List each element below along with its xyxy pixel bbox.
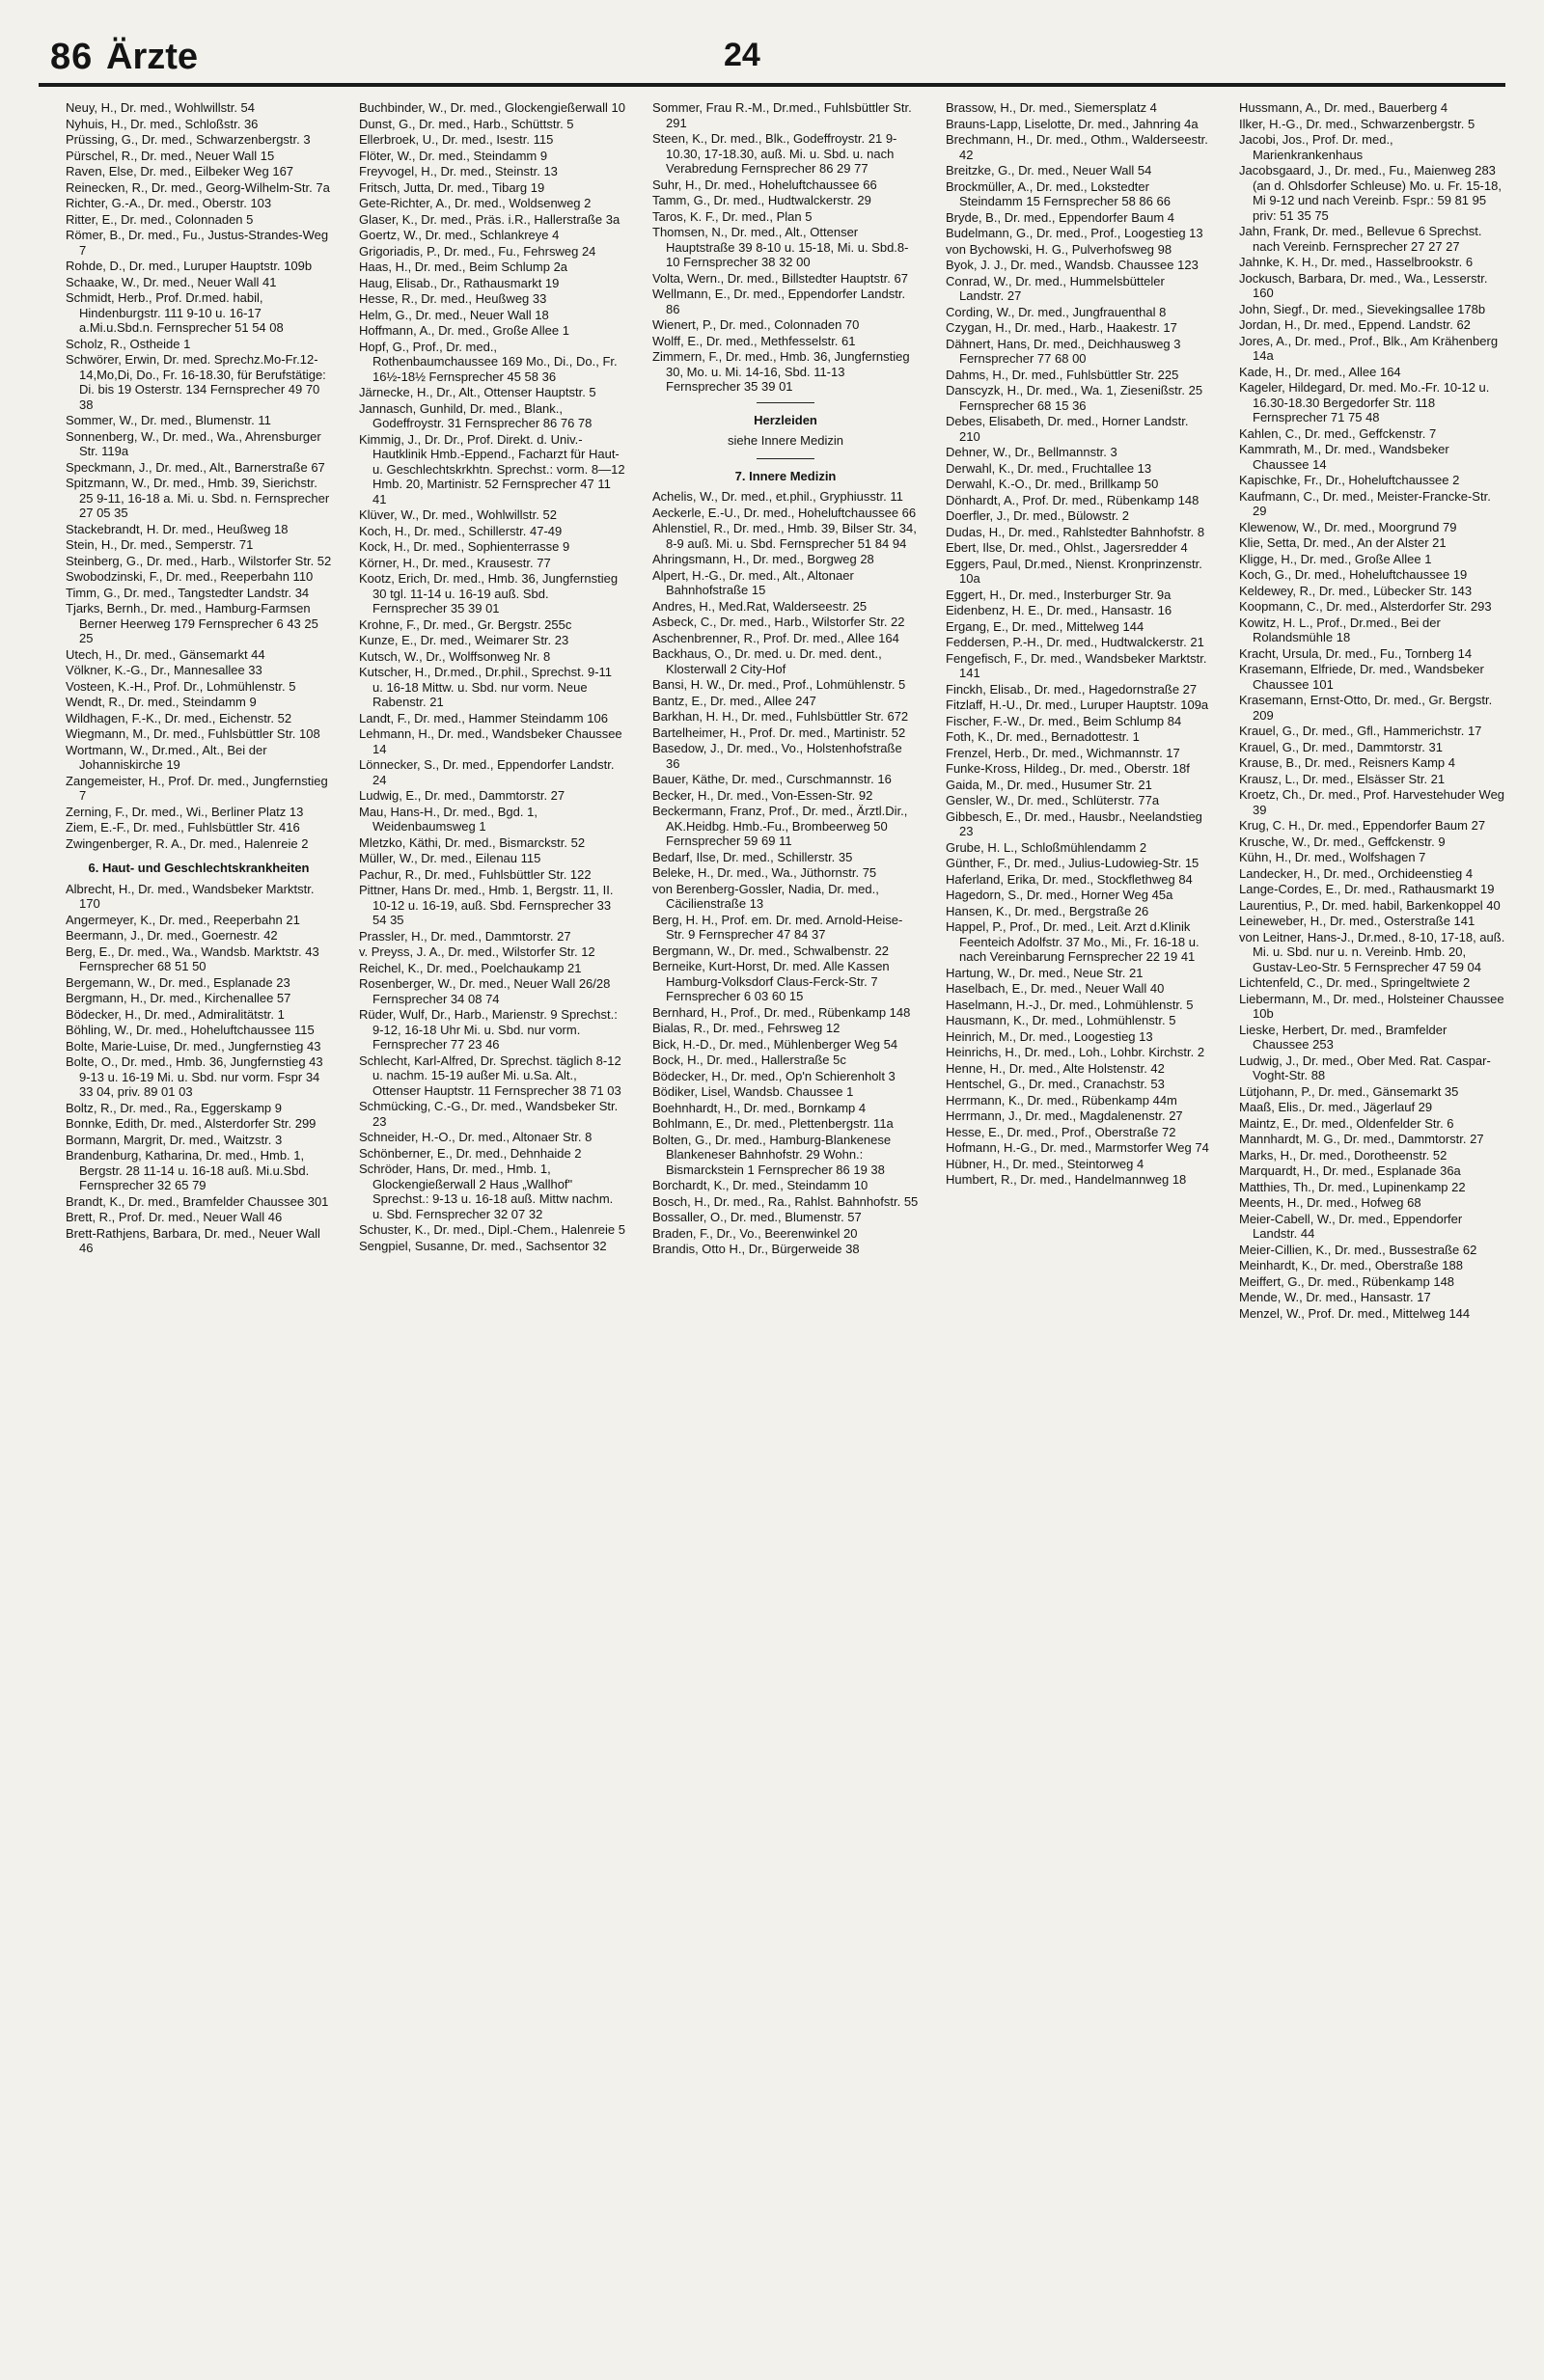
directory-entry: Finckh, Elisab., Dr. med., Hagedornstraße 27 — [946, 681, 1198, 697]
section-heading: 6. Haut- und Geschlechtskrankheiten — [88, 861, 310, 875]
directory-entry: Hofmann, H.-G., Dr. med., Marmstorfer Weg 74 — [946, 1140, 1209, 1155]
directory-entry: Schneider, H.-O., Dr. med., Altonaer Str. 8 — [359, 1130, 593, 1144]
directory-columns — [66, 100, 1513, 2348]
directory-entry: Jockusch, Barbara, Dr. med., Wa., Lesserstr. 160 — [1239, 270, 1488, 300]
directory-entry: Hagedorn, S., Dr. med., Horner Weg 45a — [946, 888, 1173, 902]
directory-entry: Bosch, H., Dr. med., Ra., Rahlst. Bahnhofstr. 55 — [652, 1193, 919, 1209]
directory-entry: Kimmig, J., Dr. Dr., Prof. Direkt. d. Univ.-Hautklinik Hmb.-Eppend., Facharzt für Haut- u. Geschlechtskrkhtn. Sprechst.: vorm. 8—12 Hmb. 20, Martinistr. 52 Fernsprecher 47 11 41 — [359, 431, 625, 506]
directory-entry: Lange-Cordes, E., Dr. med., Rathausmarkt 19 — [1239, 882, 1495, 896]
directory-entry: Frenzel, Herb., Dr. med., Wichmannstr. 17 — [946, 745, 1180, 760]
directory-entry: Doerfler, J., Dr. med., Bülowstr. 2 — [946, 508, 1130, 523]
directory-entry: Zimmern, F., Dr. med., Hmb. 36, Jungfernstieg 30, Mo. u. Mi. 14-16, Sbd. 11-13 Fernsprecher 35 39 01 — [652, 349, 910, 394]
directory-entry: Gaida, M., Dr. med., Husumer Str. 21 — [946, 777, 1152, 792]
directory-entry: Eggert, H., Dr. med., Insterburger Str. 9a — [946, 587, 1172, 602]
directory-entry: Meiffert, G., Dr. med., Rübenkamp 148 — [1239, 1273, 1455, 1289]
section-divider — [757, 458, 814, 459]
directory-entry: Thomsen, N., Dr. med., Alt., Ottenser Hauptstraße 39 8-10 u. 15-18, Mi. u. Sbd.8-10 Fernsprecher 38 32 00 — [652, 225, 909, 269]
directory-entry: Schröder, Hans, Dr. med., Hmb. 1, Glockengießerwall 2 Haus „Wallhof" Sprechst.: 9-13 u. 16-18 auß. Mittw nachm. u. Sbd. Fernsprecher 32 07 32 — [359, 1162, 614, 1221]
directory-entry: Schmidt, Herb., Prof. Dr.med. habil, Hindenburgstr. 111 9-10 u. 16-17 a.Mi.u.Sbd.n. Fernsprecher 51 54 08 — [66, 290, 284, 335]
directory-column-2 — [359, 100, 625, 2348]
directory-entry: Foth, K., Dr. med., Bernadottestr. 1 — [946, 729, 1140, 744]
directory-entry: Bauer, Käthe, Dr. med., Curschmannstr. 16 — [652, 772, 892, 786]
directory-entry: Kutsch, W., Dr., Wolffsonweg Nr. 8 — [359, 648, 551, 664]
directory-entry: Brett-Rathjens, Barbara, Dr. med., Neuer Wall 46 — [66, 1225, 320, 1255]
directory-entry: Müller, W., Dr. med., Eilenau 115 — [359, 851, 541, 865]
directory-entry: Brandis, Otto H., Dr., Bürgerweide 38 — [652, 1242, 860, 1256]
directory-entry: Landt, F., Dr. med., Hammer Steindamm 106 — [359, 710, 608, 725]
directory-entry: Albrecht, H., Dr. med., Wandsbeker Marktstr. 170 — [66, 881, 315, 911]
section-heading: 7. Innere Medizin — [734, 468, 837, 483]
directory-entry: Mende, W., Dr. med., Hansastr. 17 — [1239, 1290, 1431, 1304]
directory-entry: Haas, H., Dr. med., Beim Schlump 2a — [359, 260, 568, 274]
directory-entry: Wellmann, E., Dr. med., Eppendorfer Landstr. 86 — [652, 287, 906, 316]
directory-entry: Pürschel, R., Dr. med., Neuer Wall 15 — [66, 148, 275, 163]
directory-entry: Angermeyer, K., Dr. med., Reeperbahn 21 — [66, 912, 300, 927]
directory-column-1 — [66, 100, 332, 2348]
directory-entry: Heinrichs, H., Dr. med., Loh., Lohbr. Kirchstr. 2 — [946, 1045, 1205, 1059]
header-rule — [39, 83, 1505, 87]
directory-entry: Suhr, H., Dr. med., Hoheluftchaussee 66 — [652, 177, 877, 192]
directory-entry: Kutscher, H., Dr.med., Dr.phil., Sprechst. 9-11 u. 16-18 Mittw. u. Sbd. nur vorm. Neue Rabenstr. 21 — [359, 665, 613, 709]
directory-entry: Sommer, W., Dr. med., Blumenstr. 11 — [66, 413, 271, 427]
directory-entry: Boehnhardt, H., Dr. med., Bornkamp 4 — [652, 1100, 867, 1115]
directory-entry: Bergmann, W., Dr. med., Schwalbenstr. 22 — [652, 943, 889, 958]
directory-entry: Gete-Richter, A., Dr. med., Woldsenweg 2 — [359, 196, 592, 210]
directory-entry: Jordan, H., Dr. med., Eppend. Landstr. 62 — [1239, 317, 1471, 332]
directory-entry: Bedarf, Ilse, Dr. med., Schillerstr. 35 — [652, 849, 853, 864]
directory-entry: Haselmann, H.-J., Dr. med., Lohmühlenstr. 5 — [946, 997, 1194, 1012]
directory-entry: Czygan, H., Dr. med., Harb., Haakestr. 17 — [946, 320, 1177, 335]
directory-entry: Ahringsmann, H., Dr. med., Borgweg 28 — [652, 552, 874, 566]
directory-entry: Jacobsgaard, J., Dr. med., Fu., Maienweg 283 (an d. Ohlsdorfer Schleuse) Mo. u. Fr. 15-18, Mi 9-12 und nach Vereinb. Fspr.: 59 81 95 priv: 51 35 75 — [1239, 163, 1502, 223]
directory-entry: Mletzko, Käthi, Dr. med., Bismarckstr. 52 — [359, 834, 586, 850]
directory-entry: Ziem, E.-F., Dr. med., Fuhlsbüttler Str. 416 — [66, 820, 300, 834]
directory-entry: Berg, H. H., Prof. em. Dr. med. Arnold-Heise-Str. 9 Fernsprecher 47 84 37 — [652, 912, 903, 942]
directory-entry: Wildhagen, F.-K., Dr. med., Eichenstr. 52 — [66, 710, 292, 725]
directory-entry: Bolten, G., Dr. med., Hamburg-Blankenese Blankeneser Bahnhofstr. 29 Wohn.: Bismarckstein 1 Fernsprecher 86 19 38 — [652, 1132, 892, 1177]
directory-entry: Klewenow, W., Dr. med., Moorgrund 79 — [1239, 519, 1457, 534]
directory-entry: Bolte, O., Dr. med., Hmb. 36, Jungfernstieg 43 9-13 u. 16-19 Mi. u. Sbd. nur vorm. Fspr 34 33 04, priv. 89 01 03 — [66, 1054, 323, 1099]
directory-entry: Henne, H., Dr. med., Alte Holstenstr. 42 — [946, 1060, 1165, 1076]
directory-entry: Schaake, W., Dr. med., Neuer Wall 41 — [66, 274, 277, 289]
directory-entry: Richter, G.-A., Dr. med., Oberstr. 103 — [66, 196, 272, 210]
directory-entry: Byok, J. J., Dr. med., Wandsb. Chaussee 123 — [946, 258, 1199, 272]
directory-entry: Bantz, E., Dr. med., Allee 247 — [652, 693, 816, 708]
directory-entry: Böhling, W., Dr. med., Hoheluftchaussee 115 — [66, 1023, 315, 1037]
directory-entry: Tjarks, Bernh., Dr. med., Hamburg-Farmsen Berner Heerweg 179 Fernsprecher 6 43 25 25 — [66, 601, 318, 645]
directory-entry: Laurentius, P., Dr. med. habil, Barkenkoppel 40 — [1239, 897, 1501, 913]
directory-entry: Ebert, Ilse, Dr. med., Ohlst., Jagersredder 4 — [946, 540, 1188, 555]
directory-entry: Kunze, E., Dr. med., Weimarer Str. 23 — [359, 633, 569, 647]
directory-entry: Marquardt, H., Dr. med., Esplanade 36a — [1239, 1163, 1461, 1178]
directory-entry: Goertz, W., Dr. med., Schlankreye 4 — [359, 228, 560, 242]
column-marker: 24 — [724, 37, 760, 73]
directory-entry: Tamm, G., Dr. med., Hudtwalckerstr. 29 — [652, 193, 871, 207]
directory-entry: Timm, G., Dr. med., Tangstedter Landstr. 34 — [66, 585, 310, 600]
directory-entry: Bartelheimer, H., Prof. Dr. med., Martinistr. 52 — [652, 725, 906, 740]
directory-entry: Raven, Else, Dr. med., Eilbeker Weg 167 — [66, 164, 294, 178]
directory-entry: v. Preyss, J. A., Dr. med., Wilstorfer Str. 12 — [359, 944, 595, 959]
directory-entry: Kade, H., Dr. med., Allee 164 — [1239, 364, 1401, 379]
directory-entry: Maaß, Elis., Dr. med., Jägerlauf 29 — [1239, 1100, 1433, 1114]
directory-entry: Danscyzk, H., Dr. med., Wa. 1, Ziesenißstr. 25 Fernsprecher 68 15 36 — [946, 383, 1203, 413]
directory-entry: Dönhardt, A., Prof. Dr. med., Rübenkamp 148 — [946, 492, 1199, 507]
directory-entry: Conrad, W., Dr. med., Hummelsbütteler Landstr. 27 — [946, 273, 1165, 303]
directory-entry: Becker, H., Dr. med., Von-Essen-Str. 92 — [652, 787, 873, 803]
directory-entry: Ahlenstiel, R., Dr. med., Hmb. 39, Bilser Str. 34, 8-9 auß. Mi. u. Sbd. Fernsprecher 51 84 94 — [652, 521, 917, 551]
directory-entry: Schmücking, C.-G., Dr. med., Wandsbeker Str. 23 — [359, 1099, 619, 1129]
directory-entry: Mannhardt, M. G., Dr. med., Dammtorstr. 27 — [1239, 1132, 1484, 1146]
directory-entry: Dähnert, Hans, Dr. med., Deichhausweg 3 Fernsprecher 77 68 00 — [946, 336, 1181, 366]
directory-entry: Fitzlaff, H.-U., Dr. med., Luruper Hauptstr. 109a — [946, 698, 1209, 712]
directory-entry: Bödiker, Lisel, Wandsb. Chaussee 1 — [652, 1084, 854, 1099]
directory-entry: Krause, B., Dr. med., Reisners Kamp 4 — [1239, 755, 1455, 770]
directory-entry: Krauel, G., Dr. med., Dammtorstr. 31 — [1239, 739, 1443, 754]
directory-entry: Braden, F., Dr., Vo., Beerenwinkel 20 — [652, 1225, 858, 1241]
directory-entry: Feddersen, P.-H., Dr. med., Hudtwalckerstr. 21 — [946, 635, 1204, 649]
directory-entry: Aeckerle, E.-U., Dr. med., Hoheluftchaussee 66 — [652, 505, 917, 520]
directory-entry: Kapischke, Fr., Dr., Hoheluftchaussee 2 — [1239, 473, 1460, 487]
directory-entry: Swobodzinski, F., Dr. med., Reeperbahn 110 — [66, 569, 314, 584]
directory-entry: Achelis, W., Dr. med., et.phil., Gryphiusstr. 11 — [652, 489, 903, 504]
directory-entry: Krauel, G., Dr. med., Gfl., Hammerichstr. 17 — [1239, 724, 1482, 738]
directory-entry: Flöter, W., Dr. med., Steindamm 9 — [359, 148, 548, 163]
directory-entry: Kroetz, Ch., Dr. med., Prof. Harvestehuder Weg 39 — [1239, 787, 1505, 817]
directory-entry: Steinberg, G., Dr. med., Harb., Wilstorfer Str. 52 — [66, 553, 332, 568]
directory-entry: Ilker, H.-G., Dr. med., Schwarzenbergstr. 5 — [1239, 116, 1475, 131]
directory-entry: Bormann, Margrit, Dr. med., Waitzstr. 3 — [66, 1132, 283, 1147]
directory-entry: Fischer, F.-W., Dr. med., Beim Schlump 84 — [946, 713, 1182, 728]
directory-entry: Freyvogel, H., Dr. med., Steinstr. 13 — [359, 164, 558, 178]
directory-entry: Backhaus, O., Dr. med. u. Dr. med. dent., Klosterwall 2 City-Hof — [652, 646, 882, 676]
directory-entry: Hoffmann, A., Dr. med., Große Allee 1 — [359, 323, 569, 338]
directory-entry: Reichel, K., Dr. med., Poelchaukamp 21 — [359, 960, 582, 975]
directory-entry: Ludwig, E., Dr. med., Dammtorstr. 27 — [359, 788, 565, 803]
directory-entry: Dahms, H., Dr. med., Fuhlsbüttler Str. 225 — [946, 367, 1179, 382]
directory-entry: von Leitner, Hans-J., Dr.med., 8-10, 17-18, auß. Mi. u. Sbd. nur u. n. Vereinb. Hmb. 20, Gustav-Leo-Str. 5 Fernsprecher 47 59 04 — [1239, 929, 1505, 974]
directory-entry: Taros, K. F., Dr. med., Plan 5 — [652, 208, 813, 224]
directory-entry: Andres, H., Med.Rat, Walderseestr. 25 — [652, 598, 868, 614]
directory-entry: Alpert, H.-G., Dr. med., Alt., Altonaer Bahnhofstraße 15 — [652, 567, 854, 597]
directory-entry: Grube, H. L., Schloßmühlendamm 2 — [946, 839, 1147, 855]
directory-entry: Krasemann, Ernst-Otto, Dr. med., Gr. Bergstr. 209 — [1239, 693, 1493, 723]
directory-entry: Brauns-Lapp, Liselotte, Dr. med., Jahnring 4a — [946, 116, 1199, 131]
directory-entry: Ergang, E., Dr. med., Mittelweg 144 — [946, 618, 1144, 634]
directory-entry: Dudas, H., Dr. med., Rahlstedter Bahnhofstr. 8 — [946, 524, 1205, 539]
directory-entry: Speckmann, J., Dr. med., Alt., Barnerstraße 67 — [66, 459, 325, 475]
directory-entry: Kaufmann, C., Dr. med., Meister-Francke-Str. 29 — [1239, 488, 1491, 518]
directory-entry: Wortmann, W., Dr.med., Alt., Bei der Johanniskirche 19 — [66, 742, 267, 772]
directory-entry: Boltz, R., Dr. med., Ra., Eggerskamp 9 — [66, 1100, 282, 1115]
directory-column-5 — [1239, 100, 1505, 2348]
directory-entry: Derwahl, K., Dr. med., Fruchtallee 13 — [946, 460, 1152, 476]
directory-entry: Völkner, K.-G., Dr., Mannesallee 33 — [66, 663, 262, 677]
directory-entry: Wolff, E., Dr. med., Methfesselstr. 61 — [652, 333, 856, 348]
directory-entry: Hussmann, A., Dr. med., Bauerberg 4 — [1239, 100, 1448, 115]
directory-entry: Kowitz, H. L., Prof., Dr.med., Bei der Rolandsmühle 18 — [1239, 615, 1441, 644]
directory-entry: Meents, H., Dr. med., Hofweg 68 — [1239, 1195, 1421, 1210]
directory-entry: Prassler, H., Dr. med., Dammtorstr. 27 — [359, 928, 571, 944]
directory-entry: Steen, K., Dr. med., Blk., Godeffroystr. 21 9-10.30, 17-18.30, auß. Mi. u. Sbd. u. nach Verabredung Fernsprecher 86 29 77 — [652, 131, 897, 176]
directory-entry: Jahnke, K. H., Dr. med., Hasselbrookstr. 6 — [1239, 255, 1474, 269]
directory-entry: Reinecken, R., Dr. med., Georg-Wilhelm-Str. 7a — [66, 179, 330, 195]
directory-entry: Schuster, K., Dr. med., Dipl.-Chem., Halenreie 5 — [359, 1222, 625, 1237]
directory-entry: Haferland, Erika, Dr. med., Stockflethweg 84 — [946, 871, 1193, 887]
directory-entry: Basedow, J., Dr. med., Vo., Holstenhofstraße 36 — [652, 741, 902, 771]
directory-entry: Rüder, Wulf, Dr., Harb., Marienstr. 9 Sprechst.: 9-12, 16-18 Uhr Mi. u. Sbd. nur vorm. Fernsprecher 77 23 46 — [359, 1007, 618, 1052]
directory-column-4 — [946, 100, 1212, 2348]
directory-entry: Kligge, H., Dr. med., Große Allee 1 — [1239, 551, 1432, 566]
directory-entry: Borchardt, K., Dr. med., Steindamm 10 — [652, 1178, 868, 1192]
directory-entry: Pittner, Hans Dr. med., Hmb. 1, Bergstr. 11, II. 10-12 u. 16-19, auß. Sbd. Fernsprecher 33 54 35 — [359, 883, 614, 927]
directory-entry: Cording, W., Dr. med., Jungfrauenthal 8 — [946, 304, 1167, 319]
directory-entry: Menzel, W., Prof. Dr. med., Mittelweg 144 — [1239, 1305, 1471, 1321]
directory-entry: Järnecke, H., Dr., Alt., Ottenser Hauptstr. 5 — [359, 385, 596, 399]
directory-entry: Marks, H., Dr. med., Dorotheenstr. 52 — [1239, 1147, 1448, 1163]
directory-entry: Neuy, H., Dr. med., Wohlwillstr. 54 — [66, 100, 256, 115]
directory-entry: Buchbinder, W., Dr. med., Glockengießerwall 10 — [359, 100, 625, 115]
directory-entry: Liebermann, M., Dr. med., Holsteiner Chaussee 10b — [1239, 991, 1504, 1021]
directory-entry: Breitzke, G., Dr. med., Neuer Wall 54 — [946, 163, 1152, 178]
directory-entry: Kock, H., Dr. med., Sophienterrasse 9 — [359, 539, 570, 554]
directory-entry: von Bychowski, H. G., Pulverhofsweg 98 — [946, 241, 1172, 257]
directory-entry: Sonnenberg, W., Dr. med., Wa., Ahrensburger Str. 119a — [66, 428, 321, 458]
directory-entry: Krusche, W., Dr. med., Geffckenstr. 9 — [1239, 834, 1446, 849]
directory-entry: Scholz, R., Ostheide 1 — [66, 336, 191, 351]
directory-entry: Zerning, F., Dr. med., Wi., Berliner Platz 13 — [66, 804, 304, 819]
directory-entry: Bonnke, Edith, Dr. med., Alsterdorfer Str. 299 — [66, 1116, 317, 1131]
directory-entry: Brandenburg, Katharina, Dr. med., Hmb. 1, Bergstr. 28 11-14 u. 16-18 auß. Mi.u.Sbd. Fernsprecher 32 65 79 — [66, 1148, 310, 1192]
directory-entry: Fritsch, Jutta, Dr. med., Tibarg 19 — [359, 179, 545, 195]
directory-entry: Hausmann, K., Dr. med., Lohmühlenstr. 5 — [946, 1013, 1176, 1027]
directory-entry: Beleke, H., Dr. med., Wa., Jüthornstr. 75 — [652, 865, 877, 880]
directory-entry: Rohde, D., Dr. med., Luruper Hauptstr. 109b — [66, 259, 313, 273]
directory-entry: Schönberner, E., Dr. med., Dehnhaide 2 — [359, 1145, 582, 1161]
directory-entry: von Berenberg-Gossler, Nadia, Dr. med., Cäcilienstraße 13 — [652, 881, 879, 911]
directory-entry: Bödecker, H., Dr. med., Admiralitätstr. 1 — [66, 1006, 285, 1022]
directory-entry: Klüver, W., Dr. med., Wohlwillstr. 52 — [359, 507, 557, 522]
directory-entry: Bansi, H. W., Dr. med., Prof., Lohmühlenstr. 5 — [652, 677, 906, 692]
directory-entry: Landecker, H., Dr. med., Orchideenstieg 4 — [1239, 865, 1474, 881]
directory-entry: Fengefisch, F., Dr. med., Wandsbeker Marktstr. 141 — [946, 650, 1207, 680]
directory-entry: Spitzmann, W., Dr. med., Hmb. 39, Sierichstr. 25 9-11, 16-18 a. Mi. u. Sbd. n. Fernsprecher 27 05 35 — [66, 476, 330, 520]
section-heading: Herzleiden — [754, 412, 817, 427]
directory-entry: Herrmann, J., Dr. med., Magdalenenstr. 27 — [946, 1108, 1183, 1123]
directory-entry: Klie, Setta, Dr. med., An der Alster 21 — [1239, 535, 1447, 550]
directory-entry: Ritter, E., Dr. med., Colonnaden 5 — [66, 211, 254, 227]
directory-entry: Bialas, R., Dr. med., Fehrsweg 12 — [652, 1021, 841, 1035]
directory-entry: Bolte, Marie-Luise, Dr. med., Jungfernstieg 43 — [66, 1038, 321, 1053]
directory-entry: Herrmann, K., Dr. med., Rübenkamp 44m — [946, 1092, 1177, 1108]
directory-entry: Pachur, R., Dr. med., Fuhlsbüttler Str. 122 — [359, 866, 592, 882]
directory-entry: Koopmann, C., Dr. med., Alsterdorfer Str. 293 — [1239, 599, 1492, 614]
directory-entry: Hopf, G., Prof., Dr. med., Rothenbaumchaussee 169 Mo., Di., Do., Fr. 16½-18½ Fernsprecher 45 58 36 — [359, 339, 618, 384]
directory-entry: Jacobi, Jos., Prof. Dr. med., Marienkrankenhaus — [1239, 132, 1393, 162]
directory-entry: Lütjohann, P., Dr. med., Gänsemarkt 35 — [1239, 1083, 1459, 1099]
directory-entry: Barkhan, H. H., Dr. med., Fuhlsbüttler Str. 672 — [652, 709, 909, 724]
directory-entry: Meier-Cabell, W., Dr. med., Eppendorfer Landstr. 44 — [1239, 1211, 1463, 1241]
directory-entry: Aschenbrenner, R., Prof. Dr. med., Allee 164 — [652, 630, 899, 645]
directory-entry: Dunst, G., Dr. med., Harb., Schüttstr. 5 — [359, 116, 574, 131]
directory-entry: Glaser, K., Dr. med., Präs. i.R., Hallerstraße 3a — [359, 211, 620, 227]
directory-entry: Happel, P., Prof., Dr. med., Leit. Arzt d.Klinik Feenteich Adolfstr. 37 Mo., Mi., Fr. 16-18 u. nach Vereinbarung Fernsprecher 22 19 41 — [946, 919, 1199, 964]
directory-entry: Berg, E., Dr. med., Wa., Wandsb. Marktstr. 43 Fernsprecher 68 51 50 — [66, 944, 319, 973]
directory-entry: Hesse, R., Dr. med., Heußweg 33 — [359, 291, 547, 306]
directory-entry: Vosteen, K.-H., Prof. Dr., Lohmühlenstr. 5 — [66, 678, 296, 694]
directory-entry: Kootz, Erich, Dr. med., Hmb. 36, Jungfernstieg 30 tgl. 11-14 u. 16-19 auß. Sbd. Fernsprecher 35 39 01 — [359, 571, 619, 616]
directory-entry: Schlecht, Karl-Alfred, Dr. Sprechst. täglich 8-12 u. nachm. 15-19 außer Mi. u.Sa. Alt., Ottenser Hauptstr. 11 Fernsprecher 38 71 03 — [359, 1053, 621, 1098]
directory-entry: Helm, G., Dr. med., Neuer Wall 18 — [359, 307, 549, 322]
directory-entry: Grigoriadis, P., Dr. med., Fu., Fehrsweg 24 — [359, 243, 596, 259]
directory-entry: Nyhuis, H., Dr. med., Schloßstr. 36 — [66, 116, 259, 131]
cross-reference-note: siehe Innere Medizin — [728, 433, 843, 448]
page-header — [39, 29, 1505, 87]
directory-entry: Körner, H., Dr. med., Krausestr. 77 — [359, 555, 551, 570]
directory-entry: Bödecker, H., Dr. med., Op'n Schierenholt 3 — [652, 1068, 896, 1083]
directory-entry: Hentschel, G., Dr. med., Cranachstr. 53 — [946, 1077, 1165, 1091]
directory-entry: Prüssing, G., Dr. med., Schwarzenbergstr. 3 — [66, 132, 311, 147]
directory-entry: Hesse, E., Dr. med., Prof., Oberstraße 72 — [946, 1124, 1176, 1139]
directory-entry: Stackebrandt, H. Dr. med., Heußweg 18 — [66, 521, 289, 536]
directory-entry: Matthies, Th., Dr. med., Lupinenkamp 22 — [1239, 1179, 1466, 1194]
directory-entry: Bergemann, W., Dr. med., Esplanade 23 — [66, 974, 290, 990]
directory-entry: Bergmann, H., Dr. med., Kirchenallee 57 — [66, 991, 291, 1005]
directory-entry: Ellerbroek, U., Dr. med., Isestr. 115 — [359, 132, 554, 147]
directory-entry: Wienert, P., Dr. med., Colonnaden 70 — [652, 317, 860, 332]
directory-entry: Brassow, H., Dr. med., Siemersplatz 4 — [946, 100, 1157, 115]
directory-entry: Bryde, B., Dr. med., Eppendorfer Baum 4 — [946, 209, 1175, 225]
directory-entry: Budelmann, G., Dr. med., Prof., Loogestieg 13 — [946, 226, 1203, 240]
directory-entry: John, Siegf., Dr. med., Sievekingsallee 178b — [1239, 301, 1486, 316]
directory-entry: Zangemeister, H., Prof. Dr. med., Jungfernstieg 7 — [66, 773, 328, 803]
directory-entry: Wiegmann, M., Dr. med., Fuhlsbüttler Str. 108 — [66, 726, 320, 741]
directory-entry: Leineweber, H., Dr. med., Osterstraße 141 — [1239, 914, 1475, 928]
directory-entry: Krausz, L., Dr. med., Elsässer Str. 21 — [1239, 771, 1446, 786]
directory-entry: Bick, H.-D., Dr. med., Mühlenberger Weg 54 — [652, 1036, 898, 1052]
directory-entry: Eggers, Paul, Dr.med., Nienst. Kronprinzenstr. 10a — [946, 556, 1202, 586]
directory-entry: Brechmann, H., Dr. med., Othm., Walderseestr. 42 — [946, 132, 1208, 162]
directory-entry: Bernhard, H., Prof., Dr. med., Rübenkamp 148 — [652, 1004, 911, 1020]
directory-entry: Kracht, Ursula, Dr. med., Fu., Tornberg 14 — [1239, 645, 1473, 661]
directory-entry: Beermann, J., Dr. med., Goernestr. 42 — [66, 928, 278, 943]
directory-entry: Dehner, W., Dr., Bellmannstr. 3 — [946, 445, 1117, 459]
directory-entry: Gensler, W., Dr. med., Schlüterstr. 77a — [946, 793, 1160, 807]
directory-entry: Schwörer, Erwin, Dr. med. Sprechz.Mo-Fr.12-14,Mo,Di, Do., Fr. 16-18.30, für Berufstätige: Di. bis 19 Osterstr. 134 Fernsprecher 49 70 38 — [66, 352, 326, 412]
directory-entry: Keldewey, R., Dr. med., Lübecker Str. 143 — [1239, 583, 1473, 598]
directory-entry: Lönnecker, S., Dr. med., Eppendorfer Landstr. 24 — [359, 757, 615, 787]
directory-entry: Koch, H., Dr. med., Schillerstr. 47-49 — [359, 523, 563, 538]
directory-entry: Krohne, F., Dr. med., Gr. Bergstr. 255c — [359, 616, 572, 632]
directory-entry: Ludwig, J., Dr. med., Ober Med. Rat. Caspar-Voght-Str. 88 — [1239, 1053, 1491, 1082]
directory-entry: Stein, H., Dr. med., Semperstr. 71 — [66, 537, 254, 552]
directory-entry: Heinrich, M., Dr. med., Loogestieg 13 — [946, 1028, 1153, 1044]
directory-entry: Hansen, K., Dr. med., Bergstraße 26 — [946, 903, 1149, 918]
directory-entry: Bohlmann, E., Dr. med., Plettenbergstr. 11a — [652, 1116, 894, 1131]
directory-entry: Hübner, H., Dr. med., Steintorweg 4 — [946, 1156, 1144, 1171]
section-title: Ärzte — [106, 37, 199, 77]
directory-entry: Asbeck, C., Dr. med., Harb., Wilstorfer Str. 22 — [652, 615, 905, 629]
directory-entry: Bock, H., Dr. med., Hallerstraße 5c — [652, 1053, 846, 1067]
directory-entry: Koch, G., Dr. med., Hoheluftchaussee 19 — [1239, 567, 1468, 582]
directory-entry: Jores, A., Dr. med., Prof., Blk., Am Krähenberg 14a — [1239, 333, 1499, 363]
directory-entry: Meinhardt, K., Dr. med., Oberstraße 188 — [1239, 1258, 1463, 1272]
directory-entry: Utech, H., Dr. med., Gänsemarkt 44 — [66, 646, 265, 662]
directory-entry: Hartung, W., Dr. med., Neue Str. 21 — [946, 965, 1144, 980]
directory-entry: Sengpiel, Susanne, Dr. med., Sachsentor 32 — [359, 1238, 607, 1253]
directory-entry: Derwahl, K.-O., Dr. med., Brillkamp 50 — [946, 477, 1159, 491]
directory-entry: Beckermann, Franz, Prof., Dr. med., Ärztl.Dir., AK.Heidbg. Hmb.-Fu., Brombeerweg 50 Fernsprecher 59 69 11 — [652, 804, 908, 848]
directory-entry: Lieske, Herbert, Dr. med., Bramfelder Chaussee 253 — [1239, 1022, 1448, 1052]
page-number: 86 — [50, 37, 94, 77]
directory-entry: Kühn, H., Dr. med., Wolfshagen 7 — [1239, 850, 1426, 864]
directory-entry: Gibbesch, E., Dr. med., Hausbr., Neelandstieg 23 — [946, 808, 1202, 838]
directory-entry: Haselbach, E., Dr. med., Neuer Wall 40 — [946, 981, 1165, 996]
directory-entry: Funke-Kross, Hildeg., Dr. med., Oberstr. 18f — [946, 761, 1190, 776]
directory-entry: Jannasch, Gunhild, Dr. med., Blank., Godeffroystr. 31 Fernsprecher 86 76 78 — [359, 400, 593, 430]
directory-entry: Kahlen, C., Dr. med., Geffckenstr. 7 — [1239, 425, 1437, 441]
directory-entry: Berneike, Kurt-Horst, Dr. med. Alle Kassen Hamburg-Volksdorf Claus-Ferck-Str. 7 Fernsprecher 6 03 60 15 — [652, 959, 890, 1003]
directory-entry: Debes, Elisabeth, Dr. med., Horner Landstr. 210 — [946, 414, 1189, 444]
directory-entry: Krug, C. H., Dr. med., Eppendorfer Baum 27 — [1239, 818, 1486, 833]
directory-entry: Jahn, Frank, Dr. med., Bellevue 6 Sprechst. nach Vereinb. Fernsprecher 27 27 27 — [1239, 224, 1482, 254]
directory-entry: Volta, Wern., Dr. med., Billstedter Hauptstr. 67 — [652, 270, 908, 286]
directory-column-3 — [652, 100, 919, 2348]
directory-entry: Römer, B., Dr. med., Fu., Justus-Strandes-Weg 7 — [66, 228, 329, 258]
directory-entry: Brandt, K., Dr. med., Bramfelder Chaussee 301 — [66, 1193, 329, 1209]
directory-entry: Bossaller, O., Dr. med., Blumenstr. 57 — [652, 1210, 862, 1224]
directory-entry: Lehmann, H., Dr. med., Wandsbeker Chaussee 14 — [359, 726, 622, 756]
directory-entry: Zwingenberger, R. A., Dr. med., Halenreie 2 — [66, 835, 309, 851]
directory-entry: Haug, Elisab., Dr., Rathausmarkt 19 — [359, 275, 560, 290]
directory-entry: Rosenberger, W., Dr. med., Neuer Wall 26/28 Fernsprecher 34 08 74 — [359, 976, 611, 1006]
directory-entry: Eidenbenz, H. E., Dr. med., Hansastr. 16 — [946, 603, 1172, 617]
directory-entry: Humbert, R., Dr. med., Handelmannweg 18 — [946, 1172, 1187, 1187]
directory-entry: Maintz, E., Dr. med., Oldenfelder Str. 6 — [1239, 1115, 1454, 1131]
directory-entry: Brockmüller, A., Dr. med., Lokstedter Steindamm 15 Fernsprecher 58 86 66 — [946, 178, 1171, 208]
directory-entry: Sommer, Frau R.-M., Dr.med., Fuhlsbüttler Str. 291 — [652, 100, 912, 130]
directory-entry: Kageler, Hildegard, Dr. med. Mo.-Fr. 10-12 u. 16.30-18.30 Bergedorfer Str. 118 Fernsprecher 71 75 48 — [1239, 380, 1490, 424]
directory-entry: Wendt, R., Dr. med., Steindamm 9 — [66, 695, 257, 709]
directory-entry: Brett, R., Prof. Dr. med., Neuer Wall 46 — [66, 1210, 283, 1224]
directory-entry: Meier-Cillien, K., Dr. med., Bussestraße 62 — [1239, 1242, 1477, 1257]
directory-entry: Günther, F., Dr. med., Julius-Ludowieg-Str. 15 — [946, 856, 1199, 870]
directory-entry: Krasemann, Elfriede, Dr. med., Wandsbeker Chaussee 101 — [1239, 662, 1484, 692]
directory-entry: Lichtenfeld, C., Dr. med., Springeltwiete 2 — [1239, 975, 1471, 990]
section-divider — [757, 402, 814, 403]
directory-entry: Mau, Hans-H., Dr. med., Bgd. 1, Weidenbaumsweg 1 — [359, 804, 538, 834]
directory-entry: Kammrath, M., Dr. med., Wandsbeker Chaussee 14 — [1239, 442, 1449, 472]
